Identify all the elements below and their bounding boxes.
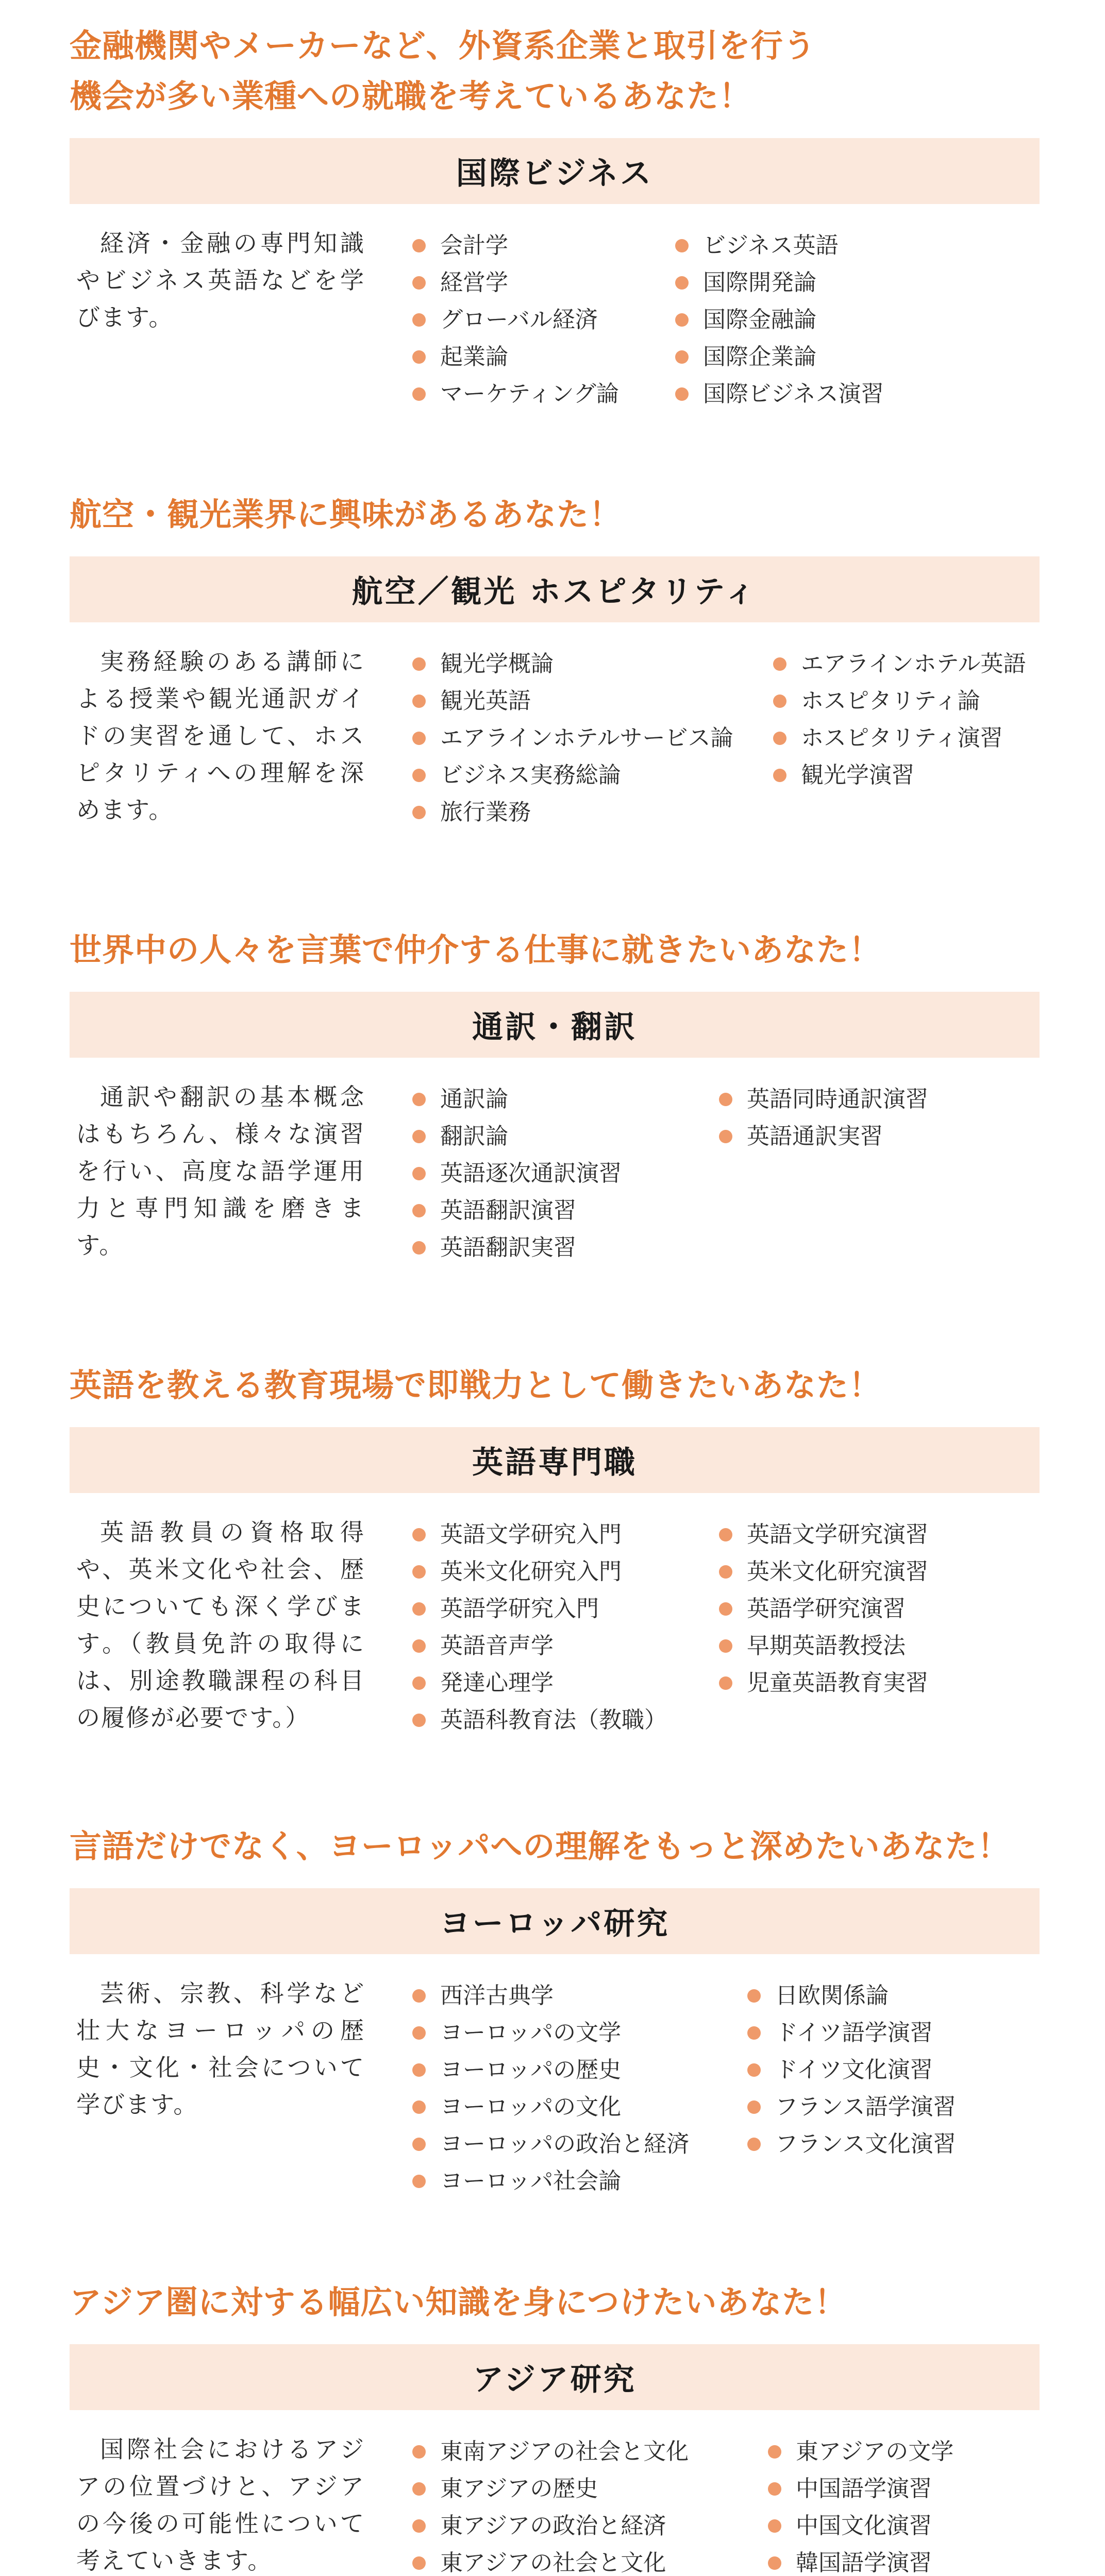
course-item [768, 2470, 953, 2507]
course-item [719, 1118, 928, 1155]
course-name: 経営学 [440, 269, 508, 296]
course-item [412, 1118, 622, 1155]
course-name: 東アジアの文学 [796, 2438, 954, 2465]
bullet-icon [412, 2026, 426, 2040]
course-name: ヨーロッパの政治と経済 [440, 2131, 690, 2157]
course-name: ビジネス実務総論 [440, 762, 621, 788]
course-name: 英語文学研究入門 [440, 1521, 622, 1548]
course-name: 東アジアの歴史 [440, 2476, 598, 2502]
bullet-icon [747, 2138, 761, 2151]
section-title: 英語専門職 [472, 1445, 637, 1481]
section-description: 経済・金融の専門知識やビジネス英語などを学びます。 [76, 229, 365, 331]
course-name: 英語逐次通訳演習 [440, 1160, 622, 1187]
bullet-icon [719, 1093, 732, 1106]
course-item [773, 646, 1026, 683]
course-name: ヨーロッパの歴史 [440, 2057, 622, 2083]
bullet-icon [412, 1714, 426, 1727]
course-item [412, 2470, 689, 2507]
course-list-left [412, 227, 619, 413]
course-item [412, 1702, 667, 1739]
bullet-icon [768, 2482, 781, 2496]
section-description: 国際社会におけるアジアの位置づけと、アジアの今後の可能性について考えていきます。 [76, 2435, 365, 2574]
course-item [675, 227, 884, 264]
course-name: 西洋古典学 [440, 1982, 554, 2009]
bullet-icon [412, 2556, 426, 2570]
bullet-icon [412, 1639, 426, 1653]
course-item [412, 1516, 667, 1553]
bullet-icon [768, 2445, 781, 2459]
bullet-icon [412, 1167, 426, 1180]
bullet-icon [412, 1241, 426, 1255]
course-name: 英米文化研究演習 [747, 1558, 928, 1585]
headline-line: 機会が多い業種への就職を考えているあなた！ [70, 77, 752, 115]
course-item [412, 2089, 689, 2126]
course-name: 発達心理学 [440, 1670, 554, 1696]
course-item [675, 338, 884, 376]
course-item [412, 1229, 622, 1266]
bullet-icon [412, 732, 426, 745]
course-item [747, 2126, 956, 2163]
section-description: 実務経験のある講師による授業や観光通訳ガイドの実習を通して、ホスピタリティへの理解を深めます。 [76, 648, 365, 824]
course-item [412, 1081, 622, 1118]
course-name: 中国語学演習 [796, 2476, 932, 2502]
course-item [747, 2052, 956, 2089]
bullet-icon [412, 1602, 426, 1616]
course-item [719, 1628, 928, 1665]
course-name: 日欧関係論 [775, 1982, 889, 2009]
course-item [412, 757, 733, 794]
course-name: 国際開発論 [703, 269, 816, 296]
section-title-bar [70, 138, 1040, 204]
course-item [412, 1155, 622, 1192]
course-name: フランス語学演習 [775, 2094, 956, 2120]
course-item [719, 1516, 928, 1553]
bullet-icon [412, 2445, 426, 2459]
course-name: マーケティング論 [440, 381, 619, 407]
course-list-right [773, 646, 1026, 794]
course-item [747, 2089, 956, 2126]
bullet-icon [675, 313, 689, 327]
course-name: 英語科教育法（教職） [440, 1707, 667, 1733]
bullet-icon [768, 2519, 781, 2533]
section-title-bar [70, 2344, 1040, 2410]
section-title: アジア研究 [473, 2362, 637, 2398]
bullet-icon [773, 657, 786, 671]
course-name: 児童英語教育実習 [747, 1670, 928, 1696]
bullet-icon [719, 1639, 732, 1653]
course-item [675, 376, 884, 413]
course-item [747, 1977, 956, 2014]
course-name: 東アジアの社会と文化 [440, 2550, 666, 2576]
bullet-icon [719, 1528, 732, 1541]
section-headline [70, 489, 1049, 540]
bullet-icon [412, 1130, 426, 1143]
section-title-bar [70, 992, 1040, 1058]
course-name: 英語通訳実習 [747, 1123, 883, 1149]
section-title: 国際ビジネス [456, 156, 654, 192]
course-list-left [412, 1081, 622, 1266]
bullet-icon [412, 387, 426, 401]
course-name: 国際企業論 [703, 344, 816, 370]
course-name: ドイツ語学演習 [775, 2020, 933, 2046]
course-name: 英米文化研究入門 [440, 1558, 622, 1585]
bullet-icon [412, 2063, 426, 2077]
course-item [719, 1665, 928, 1702]
bullet-icon [747, 2063, 761, 2077]
course-name: 観光学演習 [801, 762, 914, 788]
course-name: 英語音声学 [440, 1633, 554, 1659]
course-name: 観光学概論 [440, 651, 554, 677]
course-list-right [768, 2433, 953, 2576]
bullet-icon [412, 2138, 426, 2151]
course-name: 英語翻訳実習 [440, 1234, 576, 1261]
course-name: 国際金融論 [703, 307, 816, 333]
bullet-icon [747, 1989, 761, 2003]
section-description: 芸術、宗教、科学など壮大なヨーロッパの歴史・文化・社会について学びます。 [76, 1979, 365, 2119]
course-item [768, 2507, 953, 2545]
section-description: 通訳や翻訳の基本概念はもちろん、様々な演習を行い、高度な語学運用力と専門知識を磨きます。 [76, 1083, 365, 1259]
course-name: グローバル経済 [440, 307, 598, 333]
course-item [412, 264, 619, 301]
bullet-icon [412, 1204, 426, 1217]
section-title: 航空／観光 ホスピタリティ [351, 574, 758, 610]
bullet-icon [412, 350, 426, 364]
section-title-bar [70, 1427, 1040, 1493]
course-item [747, 2014, 956, 2052]
course-list-left [412, 2433, 689, 2576]
bullet-icon [412, 2519, 426, 2533]
course-item [412, 2052, 689, 2089]
bullet-icon [412, 1565, 426, 1579]
bullet-icon [773, 769, 786, 782]
course-item [412, 376, 619, 413]
course-list-right [719, 1081, 928, 1155]
course-list-right [747, 1977, 956, 2163]
section-headline [70, 2277, 1049, 2328]
course-item [773, 757, 1026, 794]
course-name: 旅行業務 [440, 799, 531, 825]
course-name: 英語学研究入門 [440, 1596, 599, 1622]
headline-line: 英語を教える教育現場で即戦力として働きたいあなた！ [70, 1366, 882, 1404]
headline-line: 航空・観光業界に興味があるあなた！ [70, 496, 622, 533]
headline-line: アジア圏に対する幅広い知識を身につけたいあなた！ [70, 2283, 847, 2321]
course-item [412, 1628, 667, 1665]
course-name: 英語学研究演習 [747, 1596, 906, 1622]
bullet-icon [412, 769, 426, 782]
course-name: 英語文学研究演習 [747, 1521, 928, 1548]
course-item [719, 1553, 928, 1590]
bullet-icon [412, 1676, 426, 1690]
bullet-icon [747, 2026, 761, 2040]
course-item [675, 301, 884, 338]
course-name: エアラインホテル英語 [801, 651, 1026, 677]
bullet-icon [719, 1565, 732, 1579]
course-name: ヨーロッパ社会論 [440, 2168, 622, 2194]
course-name: 中国文化演習 [796, 2513, 932, 2539]
course-name: 早期英語教授法 [747, 1633, 906, 1659]
section-title: ヨーロッパ研究 [439, 1906, 670, 1942]
course-name: 韓国語学演習 [796, 2550, 932, 2576]
course-name: ビジネス英語 [703, 232, 839, 259]
course-item [768, 2433, 953, 2470]
headline-line: 金融機関やメーカーなど、外資系企業と取引を行う [70, 27, 816, 64]
course-list-left [412, 1516, 667, 1739]
course-item [768, 2545, 953, 2576]
bullet-icon [773, 694, 786, 708]
bullet-icon [412, 657, 426, 671]
course-name: 東南アジアの社会と文化 [440, 2438, 689, 2465]
bullet-icon [412, 2482, 426, 2496]
bullet-icon [773, 732, 786, 745]
headline-line: 世界中の人々を言葉で仲介する仕事に就きたいあなた！ [70, 931, 882, 969]
course-name: 東アジアの政治と経済 [440, 2513, 666, 2539]
course-name: 会計学 [440, 232, 508, 259]
bullet-icon [412, 239, 426, 252]
course-list-left [412, 646, 733, 831]
course-item [412, 2507, 689, 2545]
bullet-icon [675, 239, 689, 252]
bullet-icon [719, 1130, 732, 1143]
section-title-bar [70, 1888, 1040, 1954]
course-list-right [675, 227, 884, 413]
course-name: 国際ビジネス演習 [703, 381, 884, 407]
bullet-icon [412, 694, 426, 708]
course-item [412, 646, 733, 683]
course-item [719, 1590, 928, 1628]
bullet-icon [675, 350, 689, 364]
bullet-icon [412, 313, 426, 327]
section-headline [70, 1360, 1049, 1411]
bullet-icon [412, 1528, 426, 1541]
bullet-icon [412, 1989, 426, 2003]
bullet-icon [412, 2175, 426, 2188]
course-item [412, 2126, 689, 2163]
bullet-icon [675, 276, 689, 290]
course-name: エアラインホテルサービス論 [440, 725, 733, 751]
course-item [412, 1553, 667, 1590]
course-item [412, 1192, 622, 1229]
section-headline [70, 21, 1049, 122]
section-title: 通訳・翻訳 [472, 1009, 637, 1045]
section-title-bar [70, 556, 1040, 622]
course-name: 英語同時通訳演習 [747, 1086, 928, 1112]
course-item [412, 2163, 689, 2200]
course-item [412, 1665, 667, 1702]
course-list-right [719, 1516, 928, 1702]
section-description: 英語教員の資格取得や、英米文化や社会、歴史についても深く学びます。（教員免許の取得には、別途教職課程の科目の履修が必要です。） [76, 1518, 365, 1732]
bullet-icon [719, 1676, 732, 1690]
course-item [773, 720, 1026, 757]
course-item [412, 301, 619, 338]
course-name: ドイツ文化演習 [775, 2057, 933, 2083]
bullet-icon [412, 2100, 426, 2114]
course-item [412, 683, 733, 720]
course-item [412, 2014, 689, 2052]
bullet-icon [675, 387, 689, 401]
bullet-icon [412, 1093, 426, 1106]
course-item [412, 1977, 689, 2014]
course-item [412, 2433, 689, 2470]
course-item [412, 338, 619, 376]
course-item [773, 683, 1026, 720]
course-item [412, 2545, 689, 2576]
course-name: ヨーロッパの文学 [440, 2020, 622, 2046]
course-name: ヨーロッパの文化 [440, 2094, 622, 2120]
course-name: 起業論 [440, 344, 508, 370]
course-item [412, 720, 733, 757]
course-item [412, 227, 619, 264]
course-list-left [412, 1977, 689, 2200]
course-name: 観光英語 [440, 688, 531, 714]
bullet-icon [412, 276, 426, 290]
bullet-icon [747, 2100, 761, 2114]
course-name: 通訳論 [440, 1086, 508, 1112]
course-item [675, 264, 884, 301]
course-item [719, 1081, 928, 1118]
course-name: フランス文化演習 [775, 2131, 956, 2157]
course-name: 翻訳論 [440, 1123, 508, 1149]
course-name: ホスピタリティ演習 [801, 725, 1003, 751]
course-name: ホスピタリティ論 [801, 688, 980, 714]
bullet-icon [412, 806, 426, 819]
bullet-icon [719, 1602, 732, 1616]
section-headline [70, 1821, 1049, 1872]
course-name: 英語翻訳演習 [440, 1197, 576, 1224]
headline-line: 言語だけでなく、ヨーロッパへの理解をもっと深めたいあなた！ [70, 1827, 1010, 1865]
course-item [412, 1590, 667, 1628]
section-headline [70, 925, 1049, 975]
course-item [412, 794, 733, 831]
bullet-icon [768, 2556, 781, 2570]
